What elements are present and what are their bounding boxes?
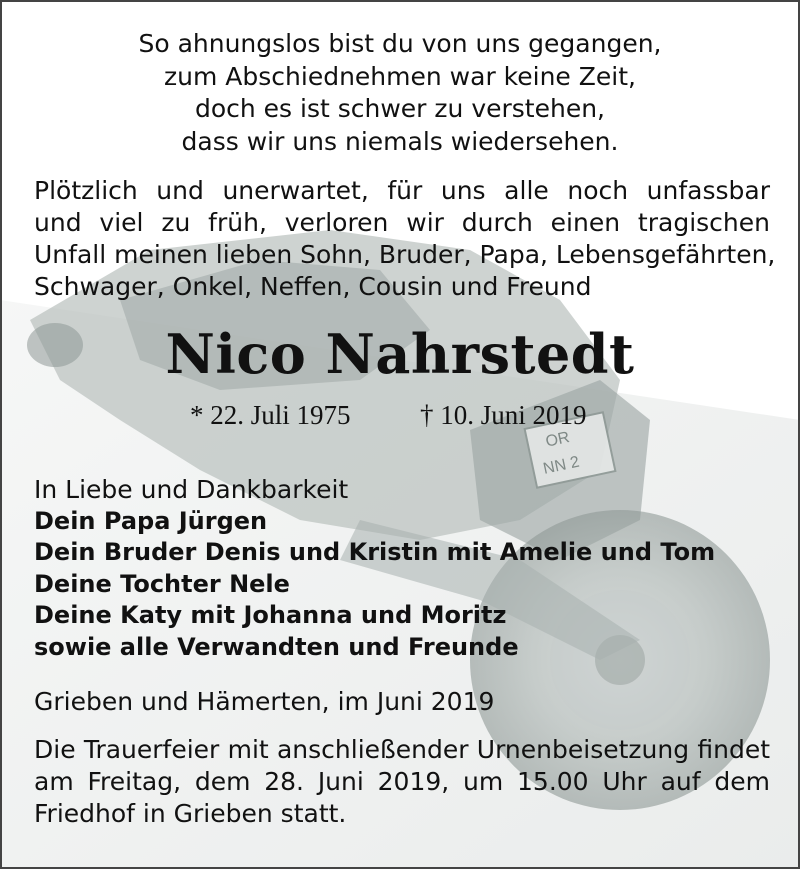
funeral-line: Die Trauerfeier mit anschließender Urnenbeisetzung findet	[34, 735, 770, 764]
poem	[0, 28, 800, 158]
poem-line: zum Abschiednehmen war keine Zeit,	[164, 61, 636, 91]
death-date: † 10. Juni 2019	[420, 400, 587, 430]
intro-line: Unfall meinen lieben Sohn, Bruder, Papa, Lebensgefährten,	[34, 240, 776, 269]
mourners-block	[34, 474, 770, 663]
funeral-line: Friedhof in Grieben statt.	[34, 799, 347, 828]
mourners-intro: In Liebe und Dankbarkeit	[34, 475, 349, 504]
mourner-line: Deine Katy mit Johanna und Moritz	[34, 601, 507, 629]
place-date: Grieben und Hämerten, im Juni 2019	[34, 687, 495, 716]
intro-line: und viel zu früh, verloren wir durch einen tragischen	[34, 208, 770, 237]
intro-text	[34, 175, 776, 303]
poem-line: So ahnungslos bist du von uns gegangen,	[138, 29, 662, 58]
poem-line: doch es ist schwer zu verstehen,	[194, 94, 606, 123]
plate-line-2: NN 2	[541, 453, 581, 478]
intro-line: Schwager, Onkel, Neffen, Cousin und Freund	[34, 272, 592, 301]
intro-line: Plötzlich und unerwartet, für uns alle noch unfassbar	[34, 176, 770, 205]
plate-line-1: OR	[544, 429, 572, 451]
mourner-line: Dein Papa Jürgen	[34, 506, 268, 535]
poem-line: dass wir uns niemals wiedersehen.	[181, 126, 619, 156]
deceased-name: Nico Nahrstedt	[165, 322, 635, 386]
mourner-line: sowie alle Verwandten und Freunde	[34, 632, 519, 661]
birth-date: * 22. Juli 1975	[190, 400, 351, 430]
mourner-line: Deine Tochter Nele	[34, 569, 290, 598]
mourner-line: Dein Bruder Denis und Kristin mit Amelie und Tom	[34, 538, 716, 566]
funeral-info	[34, 734, 770, 830]
funeral-line: am Freitag, dem 28. Juni 2019, um 15.00 Uhr auf dem	[34, 767, 770, 796]
